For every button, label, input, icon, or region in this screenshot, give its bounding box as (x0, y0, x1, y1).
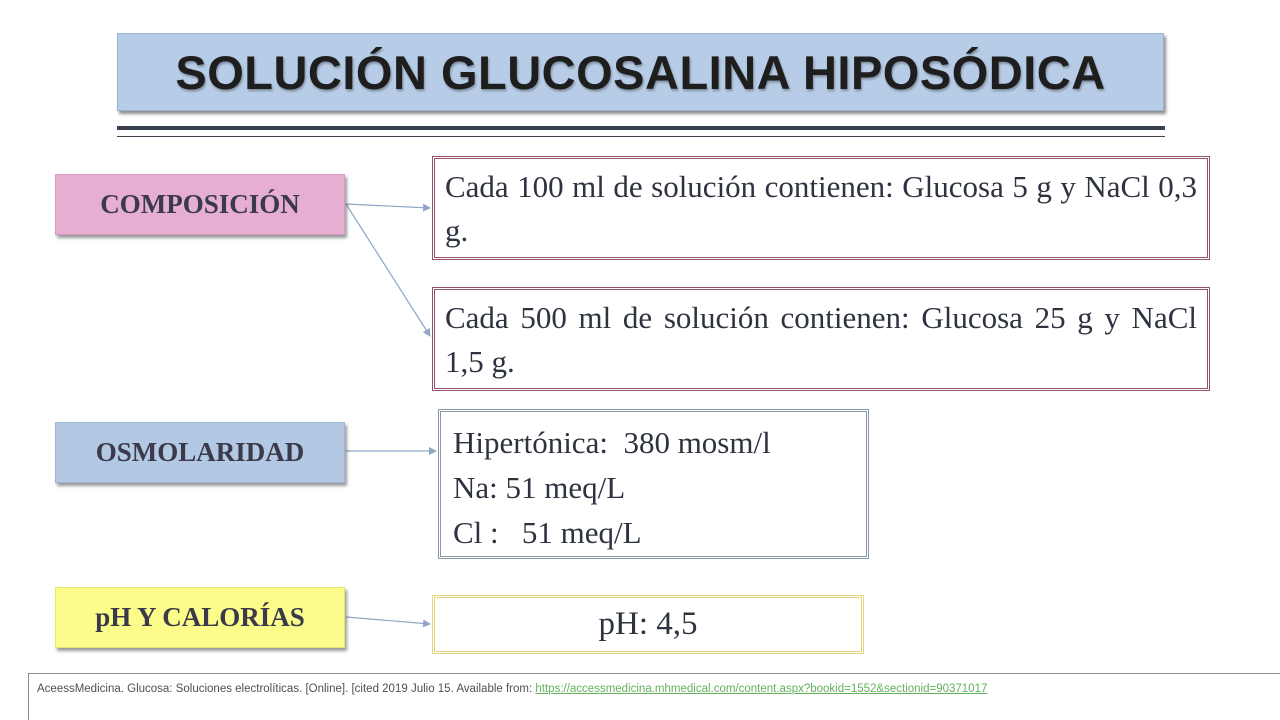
cloro-line: Cl : 51 meq/L (453, 515, 642, 550)
sodio-line: Na: 51 meq/L (453, 470, 626, 505)
composicion-label (55, 174, 345, 235)
ph-box (432, 595, 864, 654)
osmolaridad-label (55, 422, 345, 483)
title-divider-thin (117, 136, 1165, 137)
composicion-500ml-box (432, 287, 1210, 391)
reference-footer (28, 673, 1280, 720)
osmolaridad-line: Hipertónica: 380 mosm/l (453, 425, 771, 460)
ph-value: pH: 4,5 (598, 606, 698, 642)
composicion-100ml-text: Cada 100 ml de solución contienen: Glucosa 5 g y NaCl 0,3 g. (445, 169, 1197, 248)
arrow-composicion-1 (346, 204, 430, 208)
ph-calorias-label (55, 587, 345, 648)
ph-calorias-label-text: pH Y CALORÍAS (95, 602, 305, 632)
composicion-100ml-box (432, 156, 1210, 260)
reference-link[interactable]: https://accessmedicina.mhmedical.com/content.aspx?bookid=1552&sectionid=90371017 (535, 683, 988, 695)
composicion-500ml-text: Cada 500 ml de solución contienen: Glucosa 25 g y NaCl 1,5 g. (445, 300, 1197, 379)
title-banner (117, 33, 1164, 111)
slide-title: SOLUCIÓN GLUCOSALINA HIPOSÓDICA (175, 45, 1106, 99)
reference-text: AceessMedicina. Glucosa: Soluciones electrolíticas. [Online]. [cited 2019 Julio 15. Available from: (37, 683, 536, 695)
osmolaridad-label-text: OSMOLARIDAD (95, 437, 305, 467)
osmolaridad-box (438, 409, 869, 559)
title-divider-thick (117, 126, 1165, 130)
composicion-label-text: COMPOSICIÓN (100, 189, 300, 219)
arrow-ph (346, 617, 430, 624)
arrow-composicion-2 (346, 204, 430, 336)
